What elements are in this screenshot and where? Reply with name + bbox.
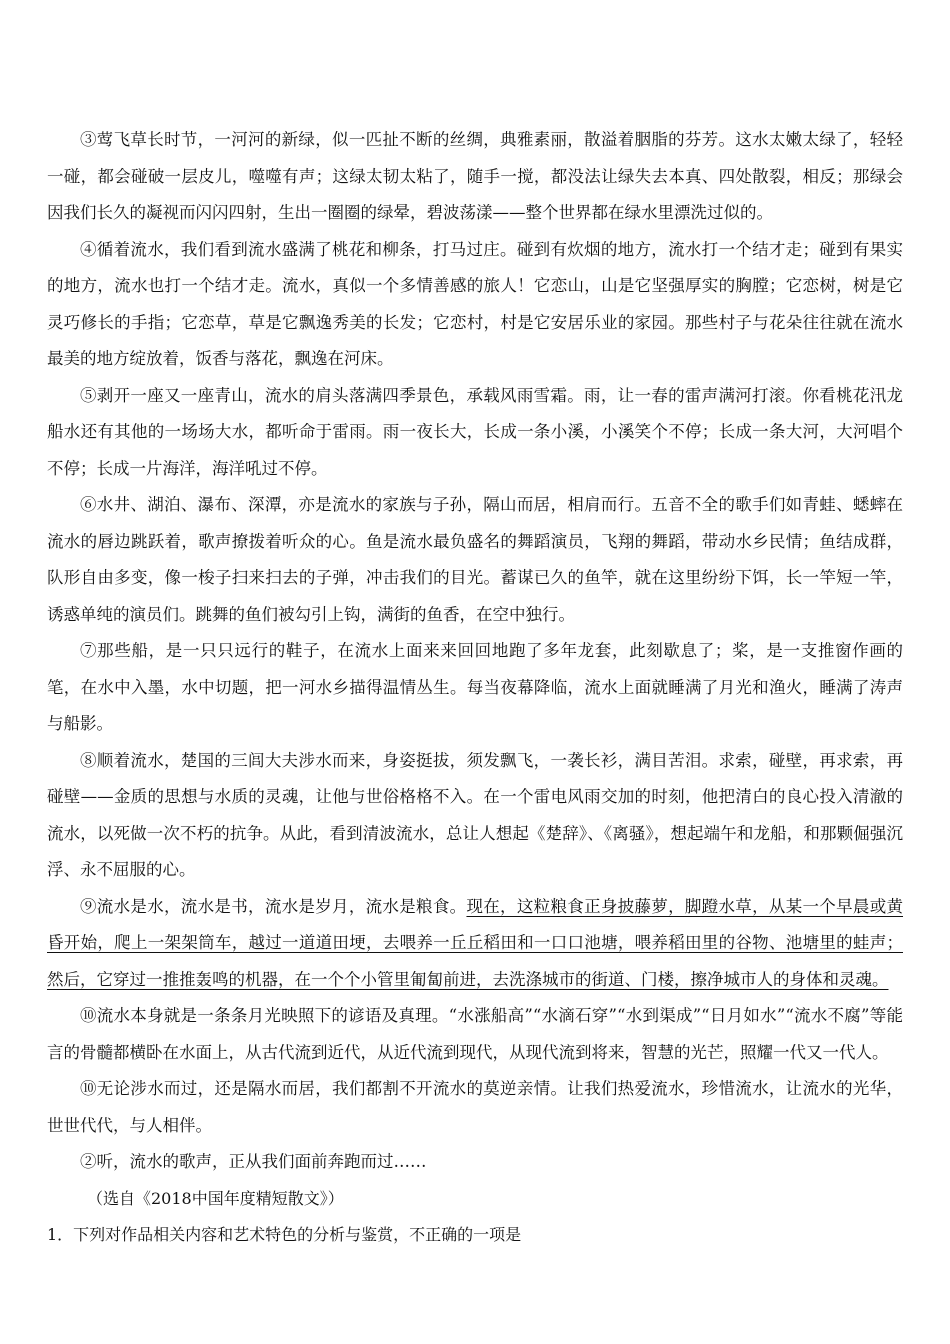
paragraph-6: ⑥水井、湖泊、瀑布、深潭，亦是流水的家族与子孙，隔山而居，相肩而行。五音不全的歌手们如青蛙、蟋蟀在流水的唇边跳跃着，歌声撩拨着听众的心。鱼是流水最负盛名的舞蹈演员，飞翔的舞蹈，带动水乡民情；鱼结成群，队形自由多变，像一梭子扫来扫去的子弹，冲击我们的目光。蓄谋已久的鱼竿，就在这里纷纷下饵，长一竿短一竿，诱惑单纯的演员们。跳舞的鱼们被勾引上钩，满街的鱼香，在空中独行。 [47, 495, 903, 624]
source-citation: （选自《2018中国年度精短散文》） [87, 1188, 344, 1208]
paragraph-4: ④循着流水，我们看到流水盛满了桃花和柳条，打马过庄。碰到有炊烟的地方，流水打一个结才走；碰到有果实的地方，流水也打一个结才走。流水，真似一个多情善感的旅人！它恋山，山是它坚强厚实的胸膛；它恋树，树是它灵巧修长的手指；它恋草，草是它飘逸秀美的长发；它恋村，村是它安居乐业的家园。那些村子与花朵往往就在流水最美的地方绽放着，饭香与落花，飘逸在河床。 [47, 239, 903, 368]
paragraph-3: ③莺飞草长时节，一河河的新绿，似一匹扯不断的丝绸，典雅素丽，散溢着胭脂的芬芳。这水太嫩太绿了，轻轻一碰，都会碰破一层皮儿，噬噬有声；这绿太韧太粘了，随手一搅，都没法让绿失去本真、四处散裂，相反；那绿会因我们长久的凝视而闪闪四射，生出一圈圈的绿晕，碧波荡漾——整个世界都在绿水里漂洗过似的。 [47, 130, 903, 222]
paragraph-5: ⑤剥开一座又一座青山，流水的肩头落满四季景色，承载风雨雪霜。雨，让一春的雷声满河打滚。你看桃花汛龙船水还有其他的一场场大水，都听命于雷雨。雨一夜长大，长成一条小溪，小溪笑个不停；长成一条大河，大河唱个不停；长成一片海洋，海洋吼过不停。 [47, 385, 903, 478]
paragraph-10: ⑩流水本身就是一条条月光映照下的谚语及真理。“水涨船高”“水滴石穿”“水到渠成”“日月如水”“流水不腐”等能言的骨髓都横卧在水面上，从古代流到近代，从近代流到现代，从现代流到将来，智慧的光芒，照耀一代又一代人。 [47, 1006, 903, 1062]
paragraph-8: ⑧顺着流水，楚国的三闾大夫涉水而来，身姿挺拔，须发飘飞，一袭长衫，满目苦泪。求索，碰壁，再求索，再碰壁——金质的思想与水质的灵魂，让他与世俗格格不入。在一个雷电风雨交加的时刻，他把清白的良心投入清澈的流水，以死做一次不朽的抗争。从此，看到清波流水，总让人想起《楚辞》、《离骚》，想起端午和龙船，和那颗倔强沉浮、永不屈服的心。 [47, 750, 903, 879]
paragraph-9 [47, 889, 903, 999]
paragraph-9-text: ⑨流水是水，流水是书，流水是岁月，流水是粮食。 [80, 896, 467, 916]
paragraph-9-underlined-text: 现在，这粒粮食正身披藤萝，脚蹬水草，从某一个早晨或黄昏开始，爬上一架架筒车，越过一道道田埂，去喂养一丘丘稻田和一口口池塘，喂养稻田里的谷物、池塘里的蛙声；然后，它穿过一推推轰鸣的机器，在一个个小管里匍匐前进，去洗涤城市的街道、门楼，擦净城市人的身体和灵魂。 [47, 896, 904, 989]
document-page [47, 122, 903, 1253]
question-1: 1．下列对作品相关内容和艺术特色的分析与鉴赏，不正确的一项是 [47, 1224, 522, 1244]
paragraph-2: ②听，流水的歌声，正从我们面前奔跑而过…… [80, 1152, 427, 1171]
paragraph-7: ⑦那些船，是一只只远行的鞋子，在流水上面来来回回地跑了多年龙套，此刻歇息了；桨，是一支推窗作画的笔，在水中入墨，水中切题，把一河水乡描得温情丛生。每当夜幕降临，流水上面就睡满了月光和渔火，睡满了涛声与船影。 [47, 641, 903, 733]
paragraph-11: ⑩无论涉水而过，还是隔水而居，我们都割不开流水的莫逆亲情。让我们热爱流水，珍惜流水，让流水的光华，世世代代，与人相伴。 [47, 1079, 903, 1135]
